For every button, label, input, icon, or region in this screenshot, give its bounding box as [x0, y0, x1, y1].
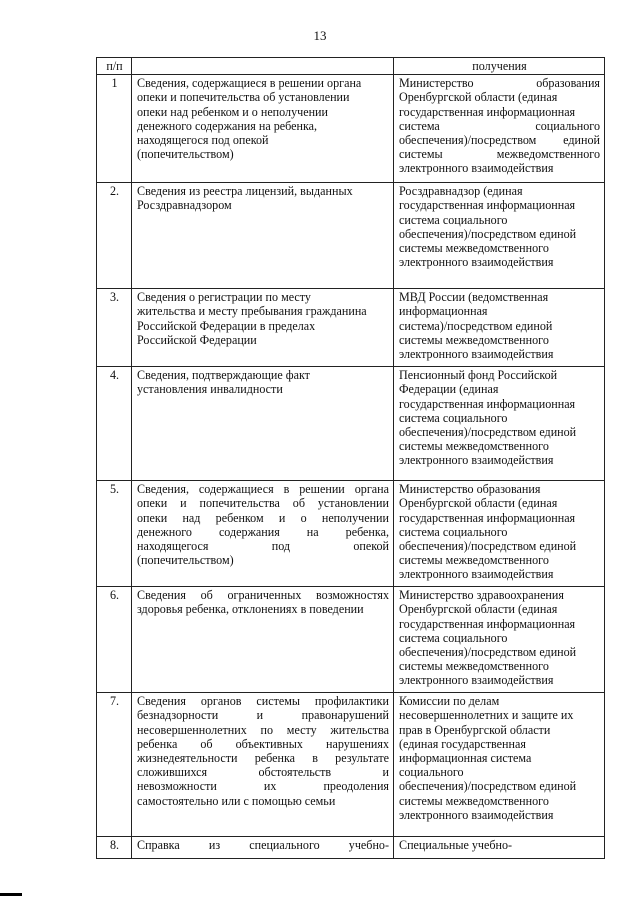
- row-info: [132, 837, 394, 859]
- info-line: Сведения об ограниченных возможностях: [137, 588, 389, 603]
- source-line: государственная информационная: [399, 198, 576, 213]
- table-row: [97, 289, 605, 367]
- header-source: получения: [394, 58, 605, 75]
- source-line: несовершеннолетних и защите их: [399, 708, 574, 723]
- row-info: [132, 183, 394, 289]
- info-line: жизнедеятельности ребенка в результате: [137, 751, 389, 766]
- source-line: системы межведомственного: [399, 793, 549, 808]
- info-line: (попечительством): [137, 553, 234, 568]
- info-line: самостоятельно или с помощью семьи: [137, 793, 336, 808]
- source-line: обеспечения)/посредством единой: [399, 539, 577, 554]
- info-line: находящегося под опекой: [137, 133, 269, 148]
- source-line: Росздравнадзор (единая: [399, 184, 523, 199]
- row-source: [394, 289, 605, 367]
- header-info: [132, 58, 394, 75]
- source-line: система социального: [399, 410, 508, 425]
- row-source: [394, 481, 605, 587]
- row-number: 4.: [97, 367, 132, 481]
- info-line: ребенка об объективных нарушениях: [137, 736, 389, 751]
- source-line: обеспечения)/посредством единой: [399, 779, 577, 794]
- info-line: здоровья ребенка, отклонениях в поведении: [137, 602, 364, 617]
- row-info: [132, 289, 394, 367]
- row-source: [394, 183, 605, 289]
- source-line: государственная информационная: [399, 104, 576, 119]
- info-line: Российской Федерации в пределах: [137, 318, 316, 333]
- row-info: [132, 693, 394, 837]
- info-line: сложившихся обстоятельств и: [137, 765, 389, 780]
- source-line: электронного взаимодействия: [399, 161, 554, 176]
- info-line: находящегося под опекой: [137, 539, 389, 554]
- source-line: информационная: [399, 304, 488, 319]
- source-line: (единая государственная: [399, 736, 526, 751]
- table-header-row: [97, 58, 605, 75]
- table-row: [97, 183, 605, 289]
- info-line: Сведения, содержащиеся в решении органа: [137, 482, 389, 497]
- info-line: установления инвалидности: [137, 382, 283, 397]
- table-row: [97, 693, 605, 837]
- source-line: Оренбургской области (единая: [399, 602, 558, 617]
- row-number: 8.: [97, 837, 132, 859]
- row-info: [132, 587, 394, 693]
- source-line: Министерство образования: [399, 482, 541, 497]
- info-line: опеки над ребенком и о неполучении: [137, 104, 328, 119]
- row-info: [132, 481, 394, 587]
- row-info: [132, 75, 394, 183]
- source-line: системы межведомственного: [399, 439, 549, 454]
- source-line: Министерство образования: [399, 76, 600, 91]
- table-row: [97, 481, 605, 587]
- source-line: Федерации (единая: [399, 382, 499, 397]
- row-source: [394, 837, 605, 859]
- info-line: Справка из специального учебно-: [137, 838, 389, 853]
- row-number: 2.: [97, 183, 132, 289]
- source-line: обеспечения)/посредством единой: [399, 133, 600, 148]
- source-line: прав в Оренбургской области: [399, 722, 551, 737]
- source-line: электронного взаимодействия: [399, 807, 554, 822]
- source-line: системы межведомственного: [399, 553, 549, 568]
- row-number: 7.: [97, 693, 132, 837]
- source-line: электронного взаимодействия: [399, 567, 554, 582]
- info-line: Сведения из реестра лицензий, выданных: [137, 184, 353, 199]
- source-line: Оренбургской области (единая: [399, 90, 558, 105]
- source-line: системы межведомственного: [399, 241, 549, 256]
- info-line: безнадзорности и правонарушений: [137, 708, 389, 723]
- source-line: социального: [399, 765, 464, 780]
- source-line: Комиссии по делам: [399, 694, 500, 709]
- info-line: денежного содержания на ребенка,: [137, 118, 318, 133]
- source-line: системы межведомственного: [399, 332, 549, 347]
- source-line: Специальные учебно-: [399, 838, 513, 853]
- info-line: Сведения, подтверждающие факт: [137, 368, 310, 383]
- row-number: 5.: [97, 481, 132, 587]
- source-line: государственная информационная: [399, 510, 576, 525]
- table-row: [97, 75, 605, 183]
- info-line: опеки и попечительства об установлении: [137, 496, 389, 511]
- info-line: Сведения, содержащиеся в решении органа: [137, 76, 362, 91]
- source-line: система социального: [399, 524, 508, 539]
- source-line: Пенсионный фонд Российской: [399, 368, 558, 383]
- info-line: (попечительством): [137, 147, 234, 162]
- info-line: невозможности их преодоления: [137, 779, 389, 794]
- row-number: 6.: [97, 587, 132, 693]
- info-line: опеки над ребенком и о неполучении: [137, 510, 389, 525]
- info-sources-table: [96, 57, 605, 859]
- info-line: денежного содержания на ребенка,: [137, 524, 389, 539]
- source-line: государственная информационная: [399, 616, 576, 631]
- scan-edge-mark: [0, 893, 22, 896]
- header-num: п/п: [97, 58, 132, 75]
- row-number: 3.: [97, 289, 132, 367]
- source-line: система социального: [399, 118, 600, 133]
- table-row: [97, 367, 605, 481]
- row-source: [394, 75, 605, 183]
- row-source: [394, 367, 605, 481]
- row-number: 1: [97, 75, 132, 183]
- source-line: обеспечения)/посредством единой: [399, 226, 577, 241]
- source-line: информационная система: [399, 751, 532, 766]
- info-line: Сведения органов системы профилактики: [137, 694, 389, 709]
- table-row: [97, 587, 605, 693]
- source-line: электронного взаимодействия: [399, 347, 554, 362]
- source-line: система социального: [399, 630, 508, 645]
- source-line: Министерство здравоохранения: [399, 588, 564, 603]
- source-line: государственная информационная: [399, 396, 576, 411]
- source-line: обеспечения)/посредством единой: [399, 645, 577, 660]
- source-line: электронного взаимодействия: [399, 673, 554, 688]
- source-line: электронного взаимодействия: [399, 453, 554, 468]
- row-info: [132, 367, 394, 481]
- source-line: электронного взаимодействия: [399, 255, 554, 270]
- row-source: [394, 693, 605, 837]
- source-line: обеспечения)/посредством единой: [399, 425, 577, 440]
- source-line: система социального: [399, 212, 508, 227]
- source-line: система)/посредством единой: [399, 318, 553, 333]
- table-row: [97, 837, 605, 859]
- page-number: 13: [313, 28, 327, 43]
- info-line: опеки и попечительства об установлении: [137, 90, 350, 105]
- source-line: Оренбургской области (единая: [399, 496, 558, 511]
- source-line: МВД России (ведомственная: [399, 290, 549, 305]
- source-line: системы межведомственного: [399, 659, 549, 674]
- info-line: несовершеннолетних по месту жительства: [137, 722, 389, 737]
- source-line: системы межведомственного: [399, 147, 600, 162]
- row-source: [394, 587, 605, 693]
- info-line: жительства и месту пребывания гражданина: [137, 304, 367, 319]
- info-line: Сведения о регистрации по месту: [137, 290, 311, 305]
- info-line: Росздравнадзором: [137, 198, 232, 213]
- info-line: Российской Федерации: [137, 332, 257, 347]
